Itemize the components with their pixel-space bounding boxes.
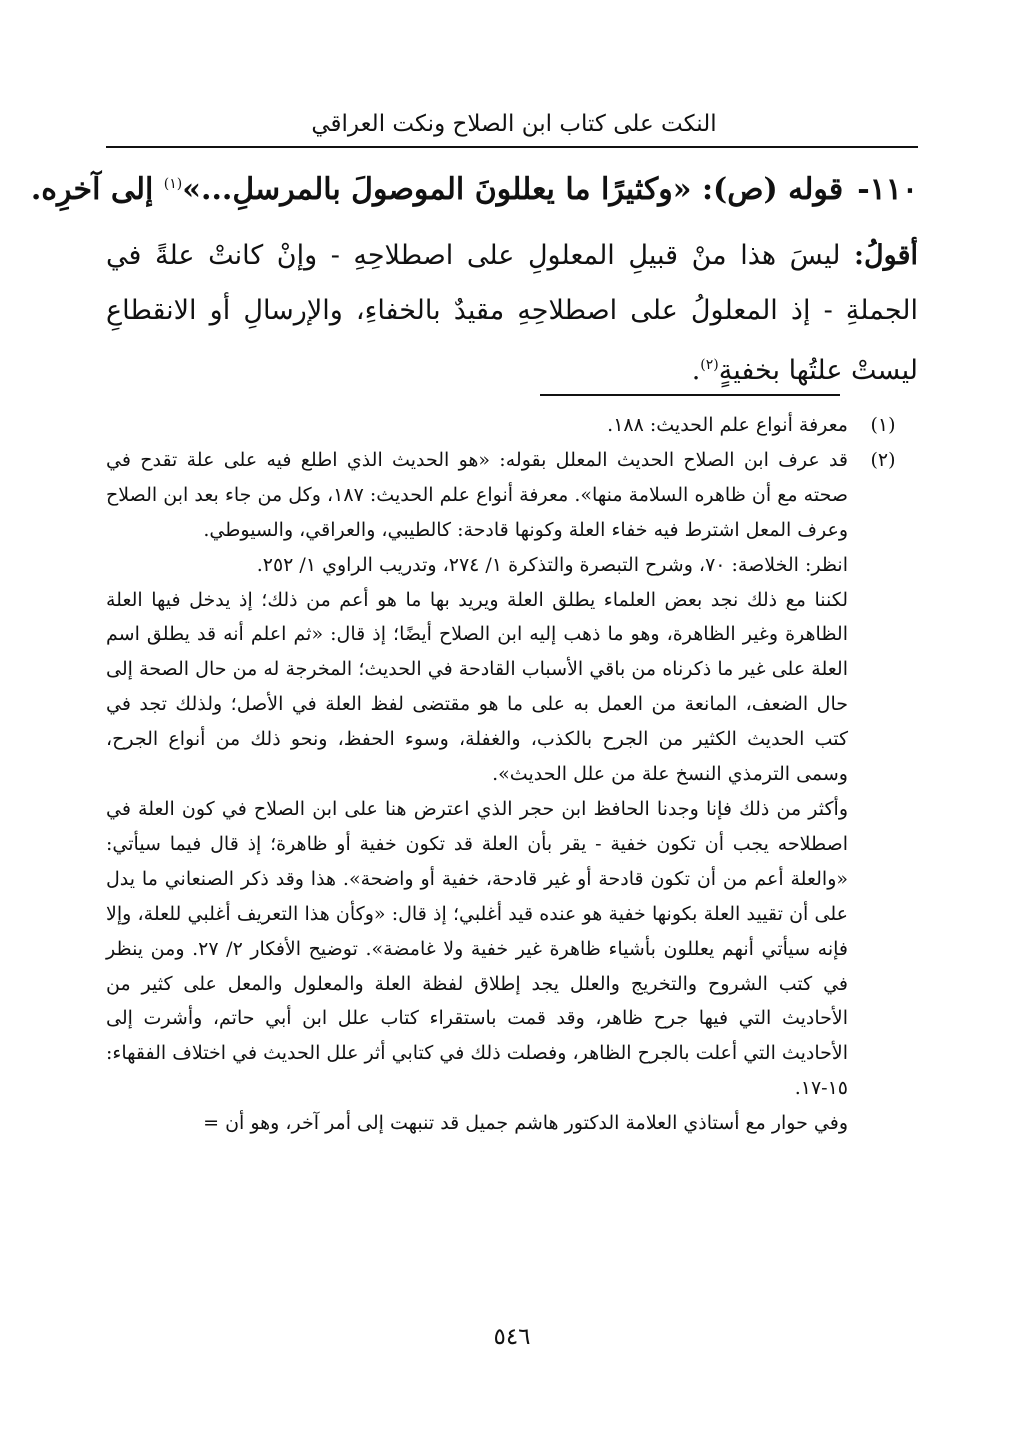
footnote-paragraph: لكننا مع ذلك نجد بعض العلماء يطلق العلة ويريد بها ما هو أعم من ذلك؛ إذ يدخل فيها العلة الظاهرة وغير الظاهرة، وهو ما ذهب إليه ابن الصلاح أيضًا؛ إذ قال: «ثم اعلم أنه قد يطلق اسم العلة على غير ما ذكرناه من باقي الأسباب القادحة في الحديث؛ المخرجة له من حال الصحة إلى حال الضعف، المانعة من العمل به على ما هو مقتضى لفظ العلة في الأصل؛ ولذلك تجد في كتب الحديث الكثير من الجرح بالكذب، والغفلة، وسوء الحفظ، ونحو ذلك من أنواع الجرح، وسمى الترمذي النسخ علة من علل الحديث». xyxy=(106,588,848,786)
footnote-paragraph: وأكثر من ذلك فإنا وجدنا الحافظ ابن حجر الذي اعترض هنا على ابن الصلاح في كون العلة في اصطلاحه يجب أن تكون خفية - يقر بأن العلة قد تكون خفية أو ظاهرة؛ إذ قال فيما سيأتي: «والعلة أعم من أن تكون قادحة أو غير قادحة، خفية أو واضحة». هذا وقد ذكر الصنعاني ما يدل على أن تقييد العلة بكونها خفية هو عنده قيد أغلبي؛ إذ قال: «وكأن هذا التعريف أغلبي للعلة، وإلا فإنه سيأتي أنهم يعللون بأشياء ظاهرة غير خفية ولا غامضة». توضيح الأفكار ٢/ ٢٧. ومن ينظر في كتب الشروح والتخريج والعلل يجد إطلاق لفظة العلة والمعلول والمعل على كثير من الأحاديث التي فيها جرح ظاهر، وقد قمت باستقراء كتاب علل ابن أبي حاتم، وأشرت إلى الأحاديث التي أعلت بالجرح الظاهر، وفصلت ذلك في كتابي أثر علل الحديث في اختلاف الفقهاء: ١٥-١٧. xyxy=(106,797,848,1100)
footnote-2 xyxy=(106,443,918,1141)
section-heading xyxy=(30,160,918,214)
footnote-paragraph: وفي حوار مع أستاذي العلامة الدكتور هاشم جميل قد تنبهت إلى أمر آخر، وهو أن = xyxy=(203,1112,848,1135)
main-paragraph xyxy=(106,228,918,398)
footnote-body xyxy=(106,443,848,1141)
paragraph-end: . xyxy=(691,355,701,386)
paragraph-lead: أقولُ: xyxy=(854,240,918,271)
footnote-paragraph: معرفة أنواع علم الحديث: ١٨٨. xyxy=(607,414,848,436)
footnote-ref-1: (١) xyxy=(163,176,183,192)
footnote-body xyxy=(106,408,848,443)
running-header: النكت على كتاب ابن الصلاح ونكت العراقي xyxy=(311,111,717,137)
footnote-paragraph: قد عرف ابن الصلاح الحديث المعلل بقوله: «هو الحديث الذي اطلع فيه على علة تقدح في صحته مع أن ظاهره السلامة منها». معرفة أنواع علم الحديث: ١٨٧، وكل من جاء بعد ابن الصلاح وعرف المعل اشترط فيه خفاء العلة وكونها قادحة: كالطيبي، والعراقي، والسيوطي. xyxy=(106,448,848,541)
footnotes-section xyxy=(106,408,918,1141)
footnote-separator xyxy=(540,394,840,396)
section-heading-tail: إلى آخرِه. xyxy=(30,172,164,207)
footnote-paragraph: انظر: الخلاصة: ٧٠، وشرح التبصرة والتذكرة ١/ ٢٧٤، وتدريب الراوي ١/ ٢٥٢. xyxy=(256,553,848,576)
header-rule xyxy=(106,146,918,148)
footnote-ref-2: (٢) xyxy=(700,357,719,373)
footnote-marker: (١) xyxy=(870,414,896,436)
section-heading-text: قوله (ص): «وكثيرًا ما يعللونَ الموصولَ بالمرسلِ...» xyxy=(182,172,844,207)
paragraph-text: ليسَ هذا منْ قبيلِ المعلولِ على اصطلاحِهِ - وإنْ كانتْ علةً في الجملةِ - إذ المعلولُ على اصطلاحِهِ مقيدٌ بالخفاءِ، والإرسالِ أو الانقطاعِ ليستْ علتُها بخفيةٍ xyxy=(106,240,918,386)
section-number: ١١٠- xyxy=(857,172,918,207)
page-number: ٥٤٦ xyxy=(493,1324,531,1350)
footnote-1 xyxy=(106,408,918,443)
footnote-marker: (٢) xyxy=(870,448,896,471)
